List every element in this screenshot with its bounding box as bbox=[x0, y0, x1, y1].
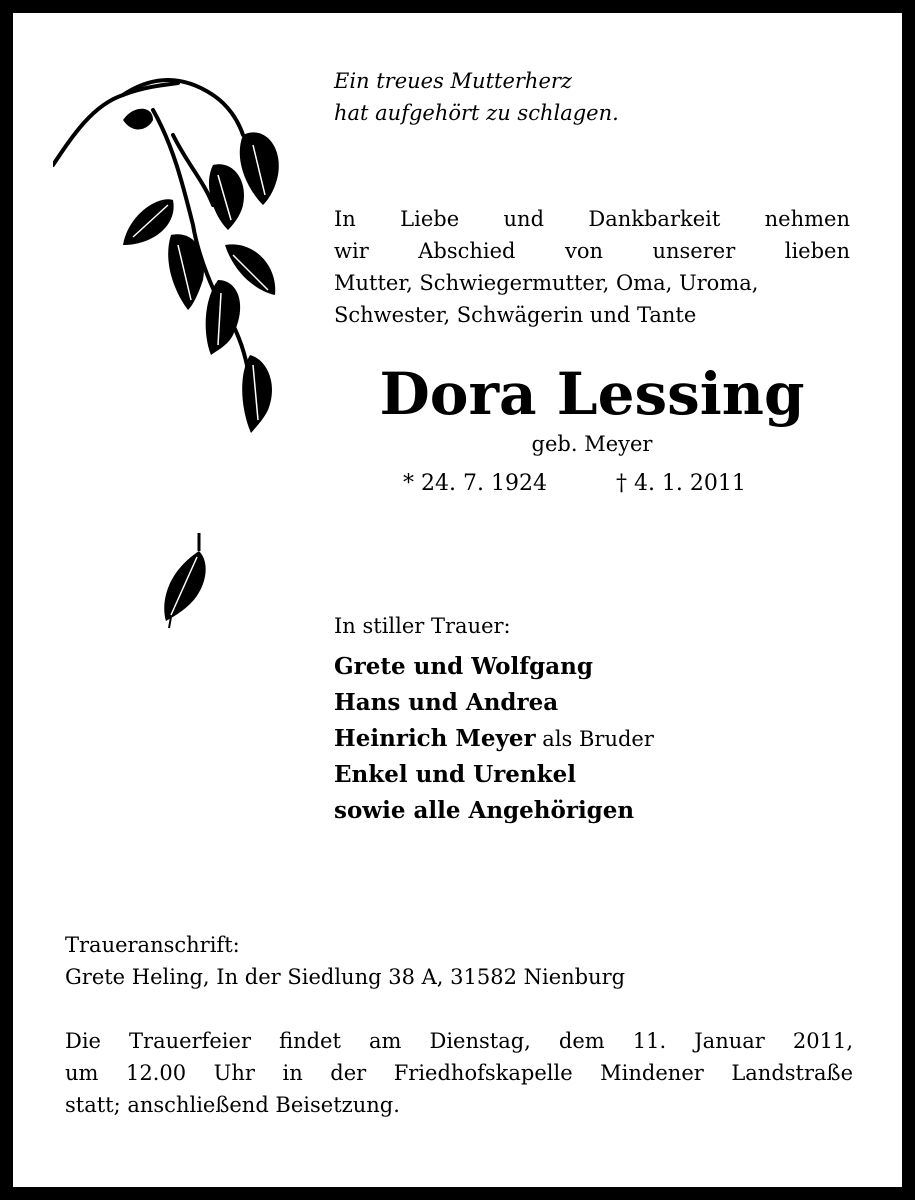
intro-line: Schwester, Schwägerin und Tante bbox=[334, 303, 697, 327]
family-member: sowie alle Angehörigen bbox=[334, 797, 635, 824]
deceased-name: Dora Lessing bbox=[379, 360, 805, 428]
life-dates bbox=[403, 468, 746, 500]
relation-note: als Bruder bbox=[535, 727, 654, 751]
family-member: Grete und Wolfgang bbox=[334, 653, 593, 680]
service-line: Die Trauerfeier findet am Dienstag, dem 11. Januar 2011, bbox=[65, 1029, 853, 1053]
family-list bbox=[334, 649, 654, 829]
service-line: um 12.00 Uhr in der Friedhofskapelle Mindener Landstraße bbox=[65, 1061, 853, 1085]
falling-leaf-icon bbox=[161, 533, 211, 628]
intro-line: Mutter, Schwiegermutter, Oma, Uroma, bbox=[334, 271, 759, 295]
address-block bbox=[65, 929, 625, 993]
intro-text bbox=[334, 203, 850, 331]
verse-line: hat aufgehört zu schlagen. bbox=[334, 101, 619, 125]
address-text: Grete Heling, In der Siedlung 38 A, 31582 Nienburg bbox=[65, 965, 626, 989]
mourning-label: In stiller Trauer: bbox=[334, 614, 511, 638]
intro-line: wir Abschied von unserer lieben bbox=[334, 239, 850, 263]
verse bbox=[334, 65, 619, 129]
death-date: † 4. 1. 2011 bbox=[615, 471, 746, 496]
family-member: Enkel und Urenkel bbox=[334, 761, 576, 788]
service-line: statt; anschließend Beisetzung. bbox=[65, 1093, 400, 1117]
address-label: Traueranschrift: bbox=[65, 933, 240, 957]
birth-name: geb. Meyer bbox=[531, 432, 653, 456]
birth-date: * 24. 7. 1924 bbox=[403, 471, 547, 496]
family-member: Hans und Andrea bbox=[334, 689, 559, 716]
intro-line: In Liebe und Dankbarkeit nehmen bbox=[334, 207, 850, 231]
service-info bbox=[65, 1025, 853, 1121]
family-member: Heinrich Meyer als Bruder bbox=[334, 725, 654, 752]
leaf-branch-icon bbox=[53, 65, 293, 445]
verse-line: Ein treues Mutterherz bbox=[334, 69, 572, 93]
